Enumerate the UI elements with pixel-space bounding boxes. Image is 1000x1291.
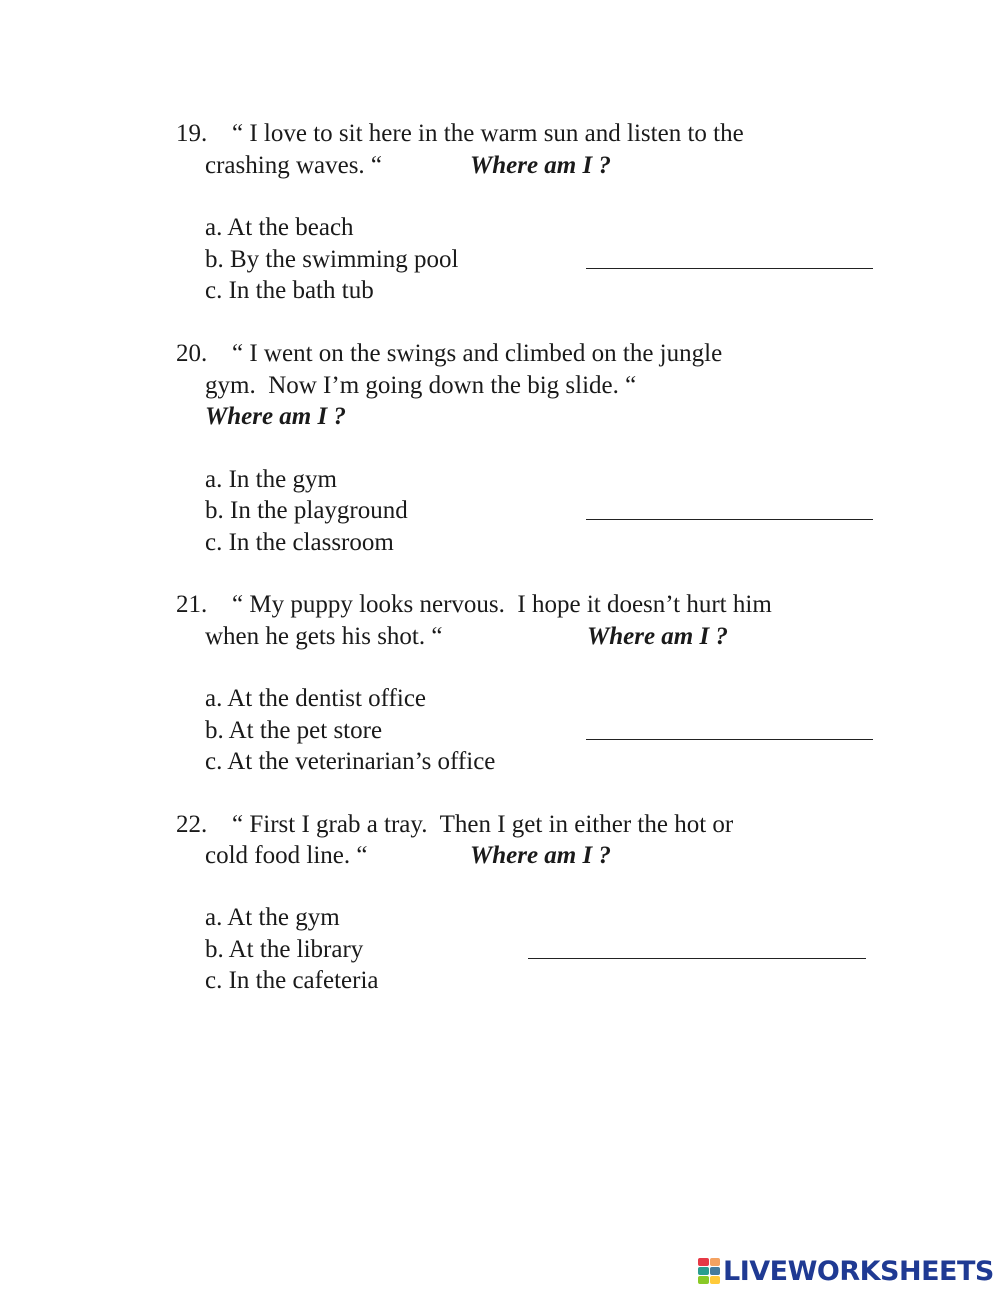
question-19-line-1: “ I love to sit here in the warm sun and listen to the (232, 120, 744, 147)
question-19-number: 19. (176, 120, 208, 147)
logo-text: LIVEWORKSHEETS (723, 1255, 994, 1287)
question-22-line-1: “ First I grab a tray. Then I get in either the hot or (232, 811, 734, 838)
question-22-option-c: c. In the cafeteria (205, 967, 379, 994)
question-20-line-2: gym. Now I’m going down the big slide. “ (205, 372, 637, 399)
question-21-option-a: a. At the dentist office (205, 685, 427, 712)
question-22-number: 22. (176, 811, 208, 838)
question-19-where-prompt: Where am I ? (470, 152, 611, 179)
question-22-line-2: cold food line. “ (205, 842, 368, 869)
question-21-answer-blank[interactable] (586, 739, 873, 740)
question-22-option-a: a. At the gym (205, 904, 340, 931)
question-19-option-b: b. By the swimming pool (205, 246, 459, 273)
question-20-line-1: “ I went on the swings and climbed on the jungle (232, 340, 723, 367)
question-21-where-prompt: Where am I ? (587, 623, 728, 650)
question-19-option-c: c. In the bath tub (205, 277, 374, 304)
question-19-line-2: crashing waves. “ (205, 152, 383, 179)
question-20-where-prompt: Where am I ? (205, 403, 346, 430)
question-22-where-prompt: Where am I ? (470, 842, 611, 869)
question-21-number: 21. (176, 591, 208, 618)
question-22-option-b: b. At the library (205, 936, 364, 963)
question-21-line-1: “ My puppy looks nervous. I hope it doesn’t hurt him (232, 591, 772, 618)
question-21-option-b: b. At the pet store (205, 717, 383, 744)
question-20-option-a: a. In the gym (205, 466, 337, 493)
question-21-option-c: c. At the veterinarian’s office (205, 748, 496, 775)
question-20-option-c: c. In the classroom (205, 529, 394, 556)
liveworksheets-logo (698, 1254, 994, 1288)
logo-mark-icon (698, 1258, 720, 1284)
question-19-answer-blank[interactable] (586, 268, 873, 269)
question-20-number: 20. (176, 340, 208, 367)
question-20-answer-blank[interactable] (586, 519, 873, 520)
question-20-option-b: b. In the playground (205, 497, 408, 524)
question-22-answer-blank[interactable] (528, 958, 866, 959)
question-19-option-a: a. At the beach (205, 214, 354, 241)
question-21-line-2: when he gets his shot. “ (205, 623, 443, 650)
